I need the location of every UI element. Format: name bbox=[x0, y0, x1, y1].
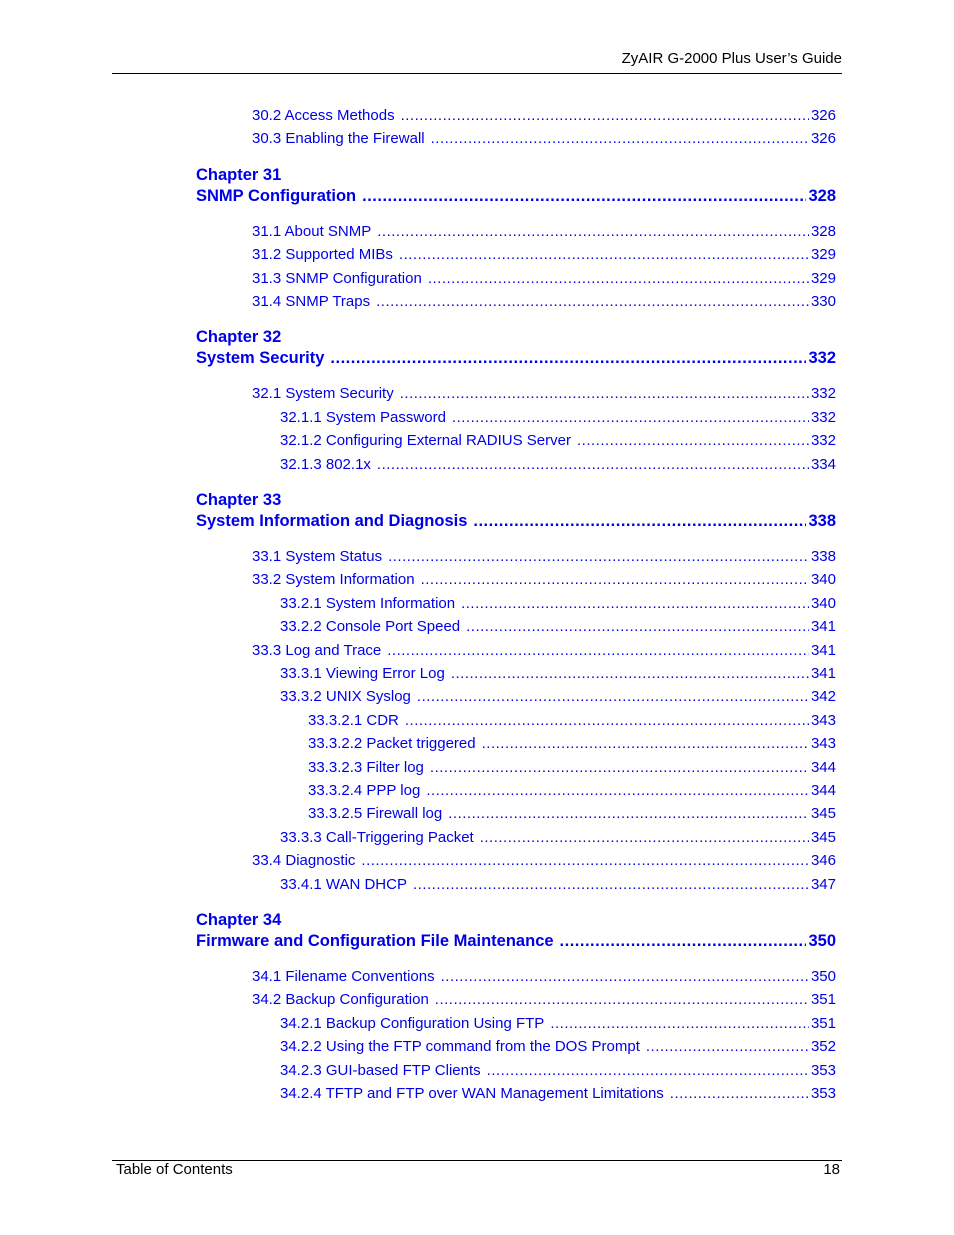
toc-entry[interactable] bbox=[252, 245, 836, 265]
entry-page-number: 326 bbox=[810, 107, 836, 124]
entry-page-number: 338 bbox=[810, 548, 836, 565]
entry-page-number: 353 bbox=[810, 1061, 836, 1079]
chapter-label[interactable]: Chapter 31 bbox=[196, 165, 282, 184]
dot-leader bbox=[430, 758, 809, 778]
dot-leader bbox=[451, 664, 809, 684]
entry-page-number: 341 bbox=[810, 665, 836, 682]
entry-page-number: 332 bbox=[810, 385, 836, 403]
dot-leader bbox=[466, 617, 809, 637]
chapter-title: Firmware and Configuration File Maintenance bbox=[196, 932, 554, 950]
entry-page-number: 343 bbox=[810, 711, 836, 729]
toc-entry[interactable] bbox=[280, 617, 836, 637]
dot-leader bbox=[560, 931, 807, 951]
entry-title: 33.3.1 Viewing Error Log bbox=[280, 665, 445, 682]
entry-page-number: 342 bbox=[810, 688, 836, 706]
entry-title: 34.2.4 TFTP and FTP over WAN Management Limitations bbox=[280, 1085, 664, 1102]
entry-title: 33.3.2.3 Filter log bbox=[308, 758, 424, 776]
chapter-label[interactable]: Chapter 32 bbox=[196, 328, 282, 347]
entry-title: 31.4 SNMP Traps bbox=[252, 293, 371, 310]
entry-page-number: 341 bbox=[810, 641, 836, 659]
entry-page-number: 351 bbox=[810, 1014, 836, 1032]
entry-page-number: 346 bbox=[810, 852, 836, 870]
entry-title: 33.3.2 UNIX Syslog bbox=[280, 688, 411, 706]
toc-entry[interactable] bbox=[252, 106, 836, 126]
dot-leader bbox=[387, 641, 809, 661]
toc-entry[interactable] bbox=[280, 687, 836, 707]
entry-title: 34.2.2 Using the FTP command from the DOS Prompt bbox=[280, 1038, 640, 1056]
toc-entry[interactable] bbox=[308, 734, 836, 754]
entry-title: 33.4 Diagnostic bbox=[252, 852, 356, 870]
entry-title: 34.2.1 Backup Configuration Using FTP bbox=[280, 1014, 545, 1032]
entry-page-number: 350 bbox=[810, 968, 836, 985]
toc-entry[interactable] bbox=[280, 594, 836, 614]
entry-page-number: 352 bbox=[810, 1038, 836, 1056]
entry-page-number: 351 bbox=[810, 991, 836, 1009]
dot-leader bbox=[452, 408, 809, 428]
toc-entry[interactable] bbox=[280, 1084, 836, 1104]
chapter-title: System Security bbox=[196, 349, 325, 368]
entry-page-number: 329 bbox=[810, 269, 836, 287]
entry-page-number: 341 bbox=[810, 618, 836, 636]
entry-title: 33.2.2 Console Port Speed bbox=[280, 618, 461, 636]
guide-title: ZyAIR G-2000 Plus User’s Guide bbox=[621, 50, 842, 67]
entry-page-number: 329 bbox=[810, 246, 836, 264]
dot-leader bbox=[435, 990, 809, 1010]
toc-entry[interactable] bbox=[252, 967, 836, 987]
dot-leader bbox=[399, 245, 809, 265]
toc-entry[interactable] bbox=[252, 269, 836, 289]
entry-title: 32.1.3 802.1x bbox=[280, 455, 371, 473]
dot-leader bbox=[550, 1014, 809, 1034]
dot-leader bbox=[426, 781, 809, 801]
entry-title: 33.2.1 System Information bbox=[280, 594, 456, 612]
entry-title: 31.3 SNMP Configuration bbox=[252, 269, 422, 287]
entry-title: 33.1 System Status bbox=[252, 548, 383, 565]
entry-title: 34.2 Backup Configuration bbox=[252, 991, 429, 1009]
entry-page-number: 332 bbox=[808, 349, 836, 368]
dot-leader bbox=[377, 455, 809, 475]
entry-title: 33.3.3 Call-Triggering Packet bbox=[280, 828, 474, 846]
dot-leader bbox=[428, 269, 809, 289]
chapter-entry[interactable] bbox=[196, 348, 836, 368]
entry-title: 33.3 Log and Trace bbox=[252, 641, 382, 659]
dot-leader bbox=[441, 967, 809, 987]
toc-entry[interactable] bbox=[280, 455, 836, 475]
entry-title: 31.2 Supported MIBs bbox=[252, 246, 393, 264]
toc-entry[interactable] bbox=[280, 431, 836, 451]
dot-leader bbox=[405, 711, 809, 731]
entry-page-number: 345 bbox=[810, 805, 836, 823]
chapter-label[interactable]: Chapter 34 bbox=[196, 911, 282, 929]
toc-entry[interactable] bbox=[280, 875, 836, 895]
entry-page-number: 343 bbox=[810, 735, 836, 753]
toc-entry[interactable] bbox=[252, 384, 836, 404]
toc-entry[interactable] bbox=[280, 1037, 836, 1057]
entry-title: 33.3.2.2 Packet triggered bbox=[308, 735, 476, 753]
toc-entry[interactable] bbox=[252, 547, 836, 567]
entry-page-number: 353 bbox=[810, 1085, 836, 1102]
entry-page-number: 340 bbox=[810, 594, 836, 612]
dot-leader bbox=[577, 431, 809, 451]
dot-leader bbox=[388, 547, 809, 567]
dot-leader bbox=[482, 734, 809, 754]
chapter-title: SNMP Configuration bbox=[196, 186, 357, 205]
toc-entry[interactable] bbox=[280, 1014, 836, 1034]
dot-leader bbox=[330, 348, 806, 368]
chapter-label[interactable]: Chapter 33 bbox=[196, 491, 282, 509]
toc-entry[interactable] bbox=[280, 828, 836, 848]
entry-page-number: 328 bbox=[810, 222, 836, 240]
toc-entry[interactable] bbox=[280, 1061, 836, 1081]
chapter-title: System Information and Diagnosis bbox=[196, 512, 468, 530]
entry-page-number: 334 bbox=[810, 455, 836, 473]
entry-title: 33.3.2.1 CDR bbox=[308, 711, 399, 729]
entry-page-number: 332 bbox=[810, 408, 836, 426]
entry-title: 33.4.1 WAN DHCP bbox=[280, 875, 407, 893]
entry-page-number: 328 bbox=[808, 186, 836, 205]
entry-title: 32.1.1 System Password bbox=[280, 408, 446, 426]
entry-page-number: 344 bbox=[810, 782, 836, 799]
entry-page-number: 345 bbox=[810, 828, 836, 846]
toc-entry[interactable] bbox=[280, 664, 836, 684]
dot-leader bbox=[480, 828, 809, 848]
entry-page-number: 326 bbox=[810, 130, 836, 148]
entry-title: 30.3 Enabling the Firewall bbox=[252, 130, 425, 148]
dot-leader bbox=[417, 687, 809, 707]
dot-leader bbox=[376, 292, 809, 312]
entry-title: 33.2 System Information bbox=[252, 571, 415, 589]
toc-entry[interactable] bbox=[308, 758, 836, 778]
toc-entry[interactable] bbox=[252, 990, 836, 1010]
dot-leader bbox=[362, 186, 806, 206]
chapter-entry[interactable] bbox=[196, 511, 836, 531]
entry-page-number: 330 bbox=[810, 293, 836, 310]
dot-leader bbox=[421, 570, 809, 590]
dot-leader bbox=[377, 222, 809, 242]
dot-leader bbox=[431, 129, 809, 149]
dot-leader bbox=[400, 384, 809, 404]
toc-entry[interactable] bbox=[252, 570, 836, 590]
entry-page-number: 332 bbox=[810, 432, 836, 450]
entry-page-number: 340 bbox=[810, 571, 836, 589]
toc-entry[interactable] bbox=[308, 781, 836, 801]
entry-title: 33.3.2.5 Firewall log bbox=[308, 805, 443, 823]
toc-entry[interactable] bbox=[252, 851, 836, 871]
toc-entry[interactable] bbox=[280, 408, 836, 428]
entry-title: 31.1 About SNMP bbox=[252, 222, 372, 240]
dot-leader bbox=[670, 1084, 809, 1104]
toc-entry[interactable] bbox=[252, 129, 836, 149]
dot-leader bbox=[473, 511, 806, 531]
entry-page-number: 350 bbox=[808, 932, 836, 950]
entry-page-number: 338 bbox=[808, 512, 836, 530]
entry-page-number: 347 bbox=[810, 875, 836, 893]
dot-leader bbox=[487, 1061, 809, 1081]
dot-leader bbox=[646, 1037, 809, 1057]
entry-title: 30.2 Access Methods bbox=[252, 107, 395, 124]
entry-title: 34.1 Filename Conventions bbox=[252, 968, 435, 985]
toc-entry[interactable] bbox=[252, 292, 836, 312]
dot-leader bbox=[461, 594, 809, 614]
toc-entry[interactable] bbox=[308, 711, 836, 731]
entry-title: 32.1 System Security bbox=[252, 385, 394, 403]
dot-leader bbox=[361, 851, 809, 871]
chapter-entry[interactable] bbox=[196, 186, 836, 206]
chapter-entry[interactable] bbox=[196, 931, 836, 951]
dot-leader bbox=[448, 804, 809, 824]
toc-entry[interactable] bbox=[252, 641, 836, 661]
page-number: 18 bbox=[823, 1161, 840, 1178]
dot-leader bbox=[413, 875, 809, 895]
toc-entry[interactable] bbox=[252, 222, 836, 242]
toc-entry[interactable] bbox=[308, 804, 836, 824]
entry-title: 34.2.3 GUI-based FTP Clients bbox=[280, 1061, 481, 1079]
footer-section-name: Table of Contents bbox=[116, 1161, 233, 1178]
entry-title: 33.3.2.4 PPP log bbox=[308, 782, 421, 799]
dot-leader bbox=[401, 106, 809, 126]
entry-page-number: 344 bbox=[810, 758, 836, 776]
entry-title: 32.1.2 Configuring External RADIUS Server bbox=[280, 432, 571, 450]
